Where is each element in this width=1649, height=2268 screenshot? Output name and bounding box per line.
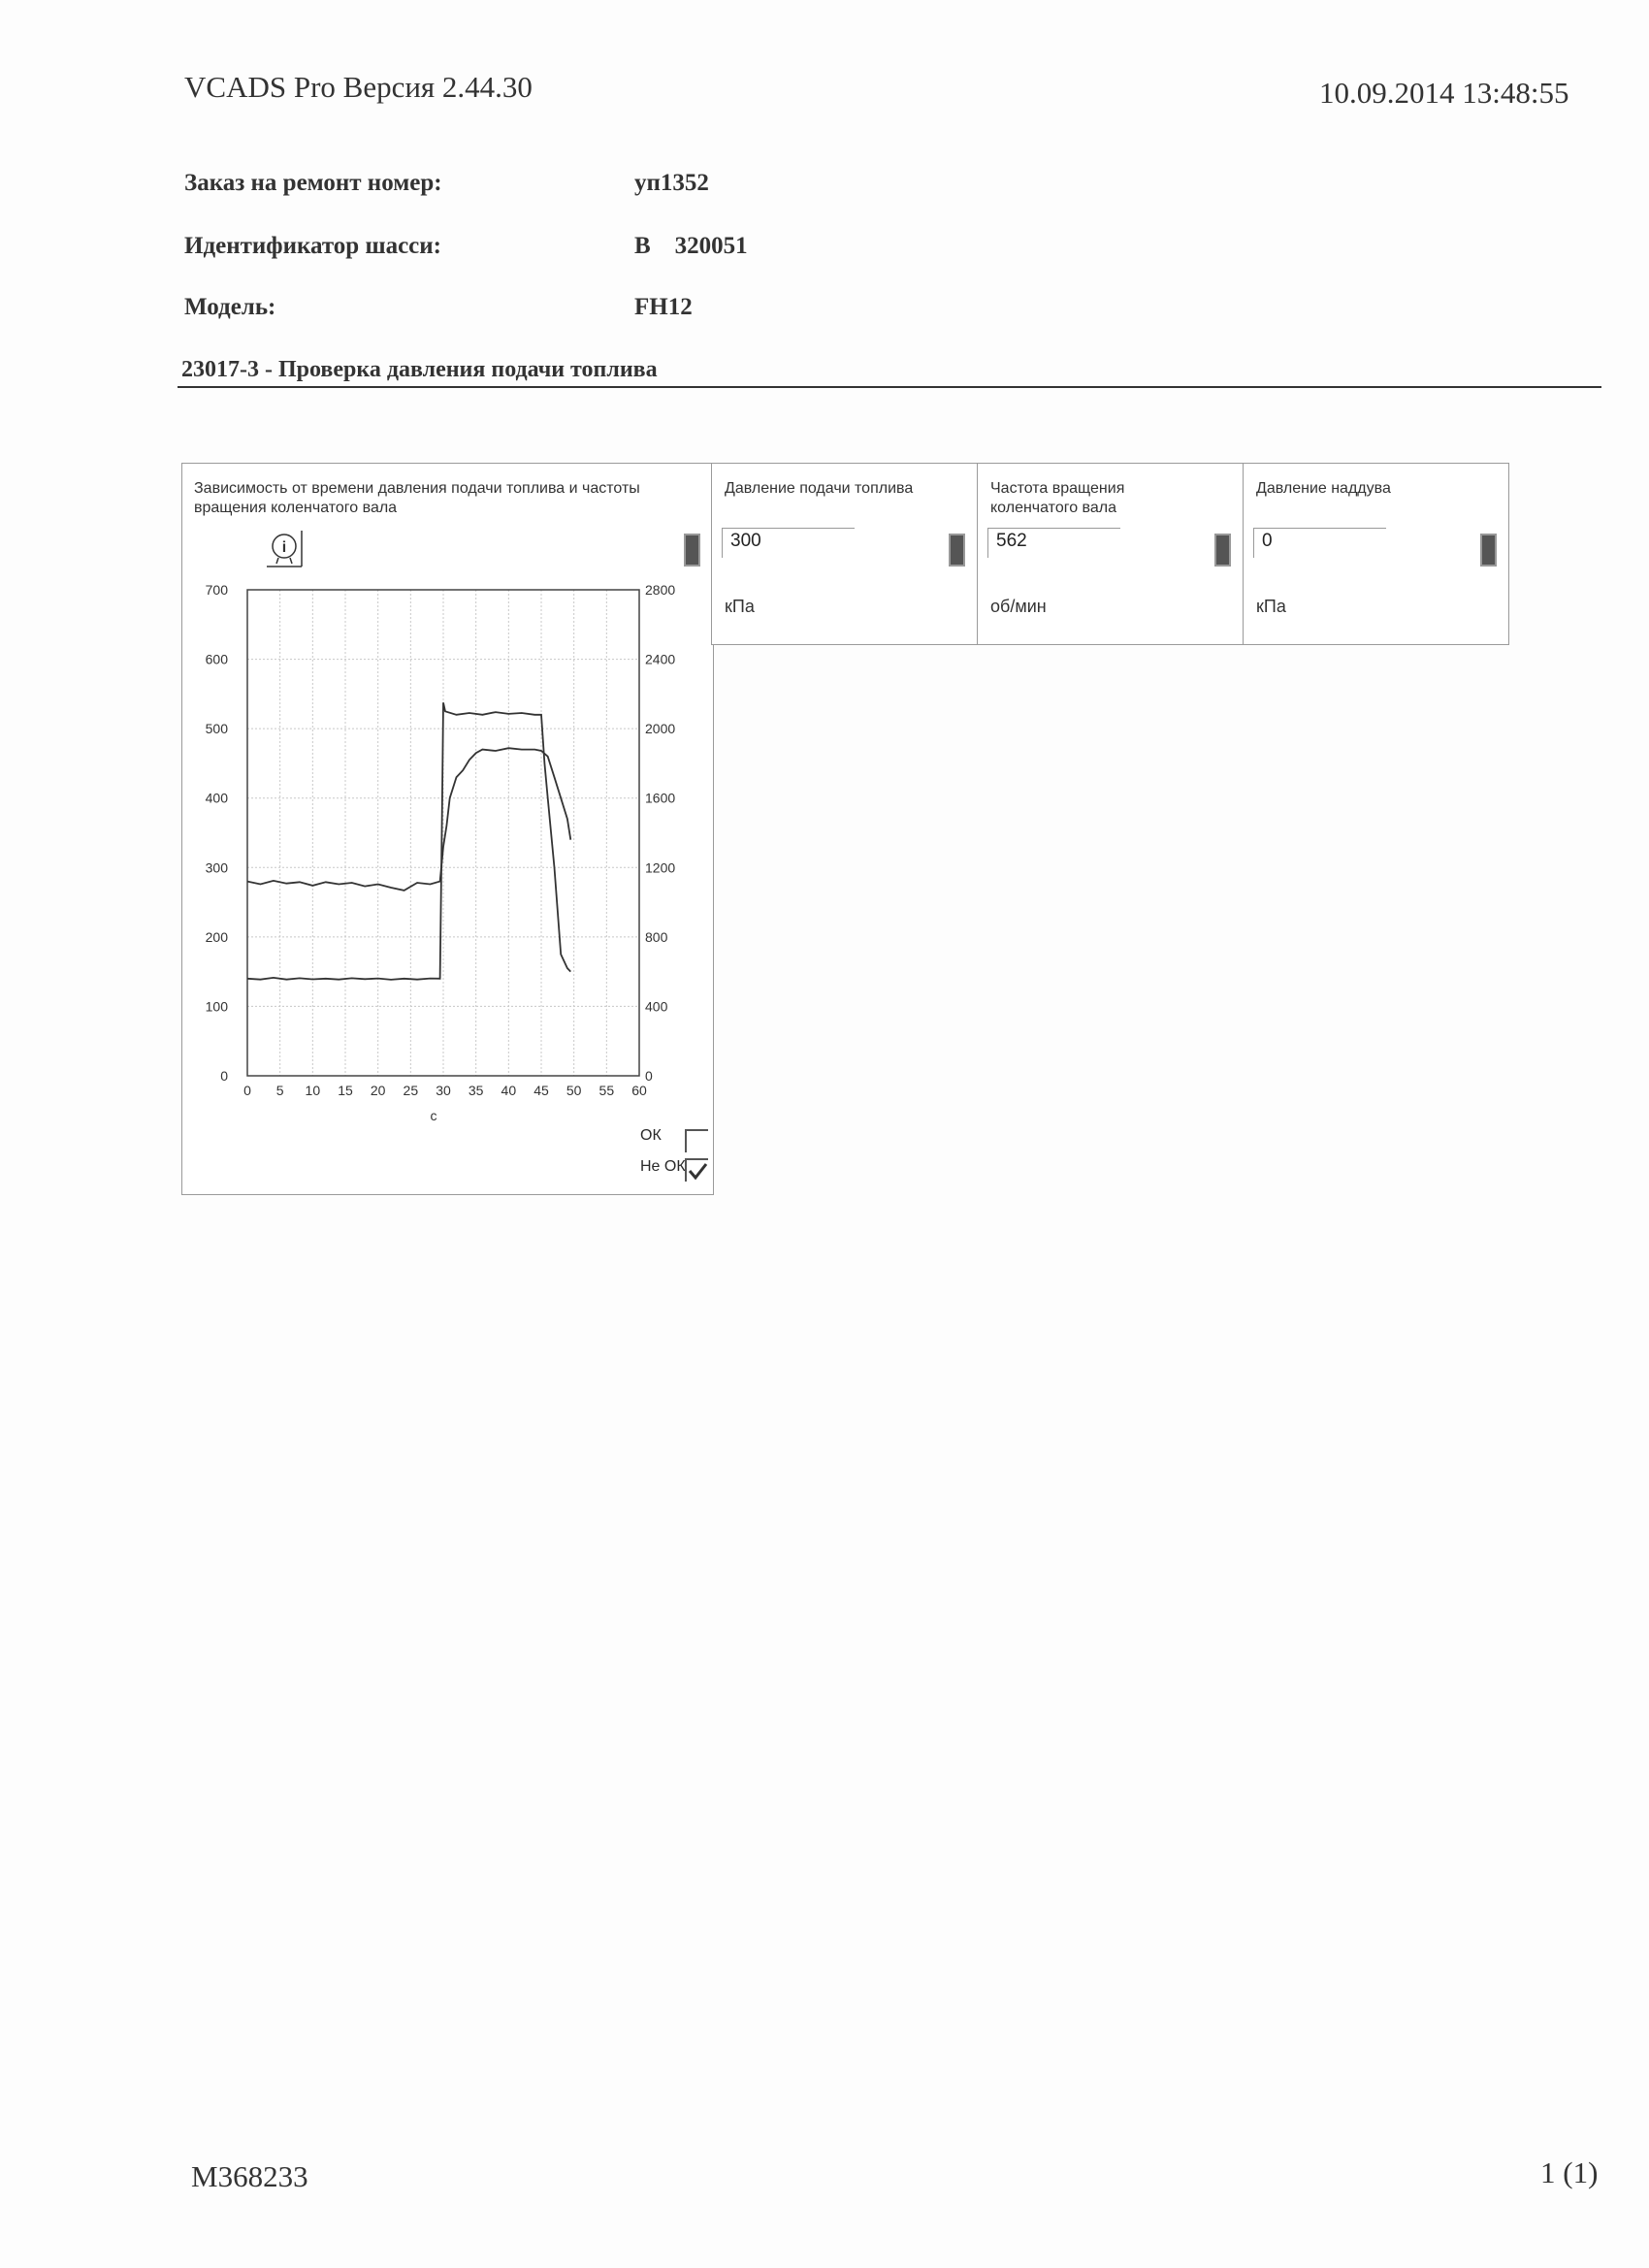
y-right-tick-label: 1200 (645, 859, 676, 876)
y-right-tick-label: 800 (645, 928, 668, 945)
not-ok-label: Не ОК (640, 1158, 686, 1175)
readout-fuel-pressure (711, 463, 978, 645)
x-tick-label: 25 (403, 1083, 419, 1098)
readout-title: Давление наддува (1256, 480, 1391, 497)
readout-title-line1: Частота вращения (990, 480, 1125, 497)
fuel-pressure-meter (949, 534, 965, 567)
crankshaft-rpm-meter (1214, 534, 1231, 567)
y-right-tick-label: 400 (645, 998, 668, 1015)
y-right-tick-label: 0 (645, 1068, 653, 1084)
boost-pressure-field: 0 (1253, 528, 1386, 558)
order-label: Заказ на ремонт номер: (184, 170, 442, 196)
y-right-tick-label: 1600 (645, 790, 676, 806)
x-axis-label: с (430, 1108, 437, 1123)
y-right-tick-label: 2000 (645, 721, 676, 737)
graph-panel (181, 463, 714, 1195)
fuel-pressure-field: 300 (722, 528, 855, 558)
crankshaft-rpm-field: 562 (987, 528, 1120, 558)
chassis-value: B 320051 (634, 233, 748, 259)
y-left-tick-label: 300 (205, 859, 228, 876)
x-tick-label: 50 (566, 1083, 582, 1098)
y-left-tick-label: 0 (220, 1068, 228, 1084)
graph-scroll-meter (684, 534, 700, 567)
model-label: Модель: (184, 294, 276, 320)
readout-boost-pressure (1243, 463, 1509, 645)
ok-label: ОК (640, 1127, 662, 1144)
x-tick-label: 60 (631, 1083, 647, 1098)
y-left-tick-label: 400 (205, 790, 228, 806)
readout-unit: кПа (1256, 597, 1286, 616)
series-line-1 (247, 748, 570, 891)
section-title: 23017-3 - Проверка давления подачи топлива (181, 357, 658, 382)
readout-unit: об/мин (990, 597, 1047, 616)
x-tick-label: 20 (370, 1083, 386, 1098)
readout-title-line2: коленчатого вала (990, 500, 1117, 516)
order-value: уп1352 (634, 170, 709, 196)
x-tick-label: 55 (598, 1083, 615, 1098)
ok-checkbox[interactable] (685, 1129, 708, 1152)
fuel-pressure-rpm-chart (182, 575, 713, 1128)
x-tick-label: 30 (436, 1083, 451, 1098)
svg-text:i: i (281, 539, 287, 556)
series-line-2 (247, 702, 570, 980)
app-version: VCADS Pro Версия 2.44.30 (184, 70, 533, 104)
y-left-tick-label: 700 (205, 582, 228, 598)
x-tick-label: 40 (501, 1083, 517, 1098)
x-tick-label: 10 (305, 1083, 321, 1098)
info-icon[interactable] (265, 529, 304, 567)
y-right-tick-label: 2800 (645, 582, 676, 598)
graph-title-line1: Зависимость от времени давления подачи топлива и частоты (194, 480, 640, 497)
chassis-label: Идентификатор шасси: (184, 233, 441, 259)
print-datetime: 10.09.2014 13:48:55 (1319, 76, 1569, 110)
x-tick-label: 45 (534, 1083, 549, 1098)
x-tick-label: 15 (338, 1083, 353, 1098)
x-tick-label: 5 (275, 1083, 284, 1098)
x-tick-label: 35 (468, 1083, 484, 1098)
document-id: M368233 (191, 2159, 308, 2193)
graph-title-line2: вращения коленчатого вала (194, 500, 398, 516)
y-left-tick-label: 200 (205, 928, 228, 945)
y-right-tick-label: 2400 (645, 651, 676, 667)
y-left-tick-label: 100 (205, 998, 228, 1015)
y-left-tick-label: 600 (205, 651, 228, 667)
readout-title: Давление подачи топлива (725, 480, 914, 497)
checkmark-icon (687, 1160, 708, 1182)
y-left-tick-label: 500 (205, 721, 228, 737)
readout-unit: кПа (725, 597, 755, 616)
section-divider (178, 386, 1601, 388)
x-tick-label: 0 (243, 1083, 251, 1098)
boost-pressure-meter (1480, 534, 1497, 567)
model-value: FH12 (634, 294, 693, 320)
not-ok-checkbox[interactable] (685, 1158, 708, 1182)
readout-crankshaft-rpm (977, 463, 1244, 645)
page-number: 1 (1) (1540, 2155, 1599, 2189)
